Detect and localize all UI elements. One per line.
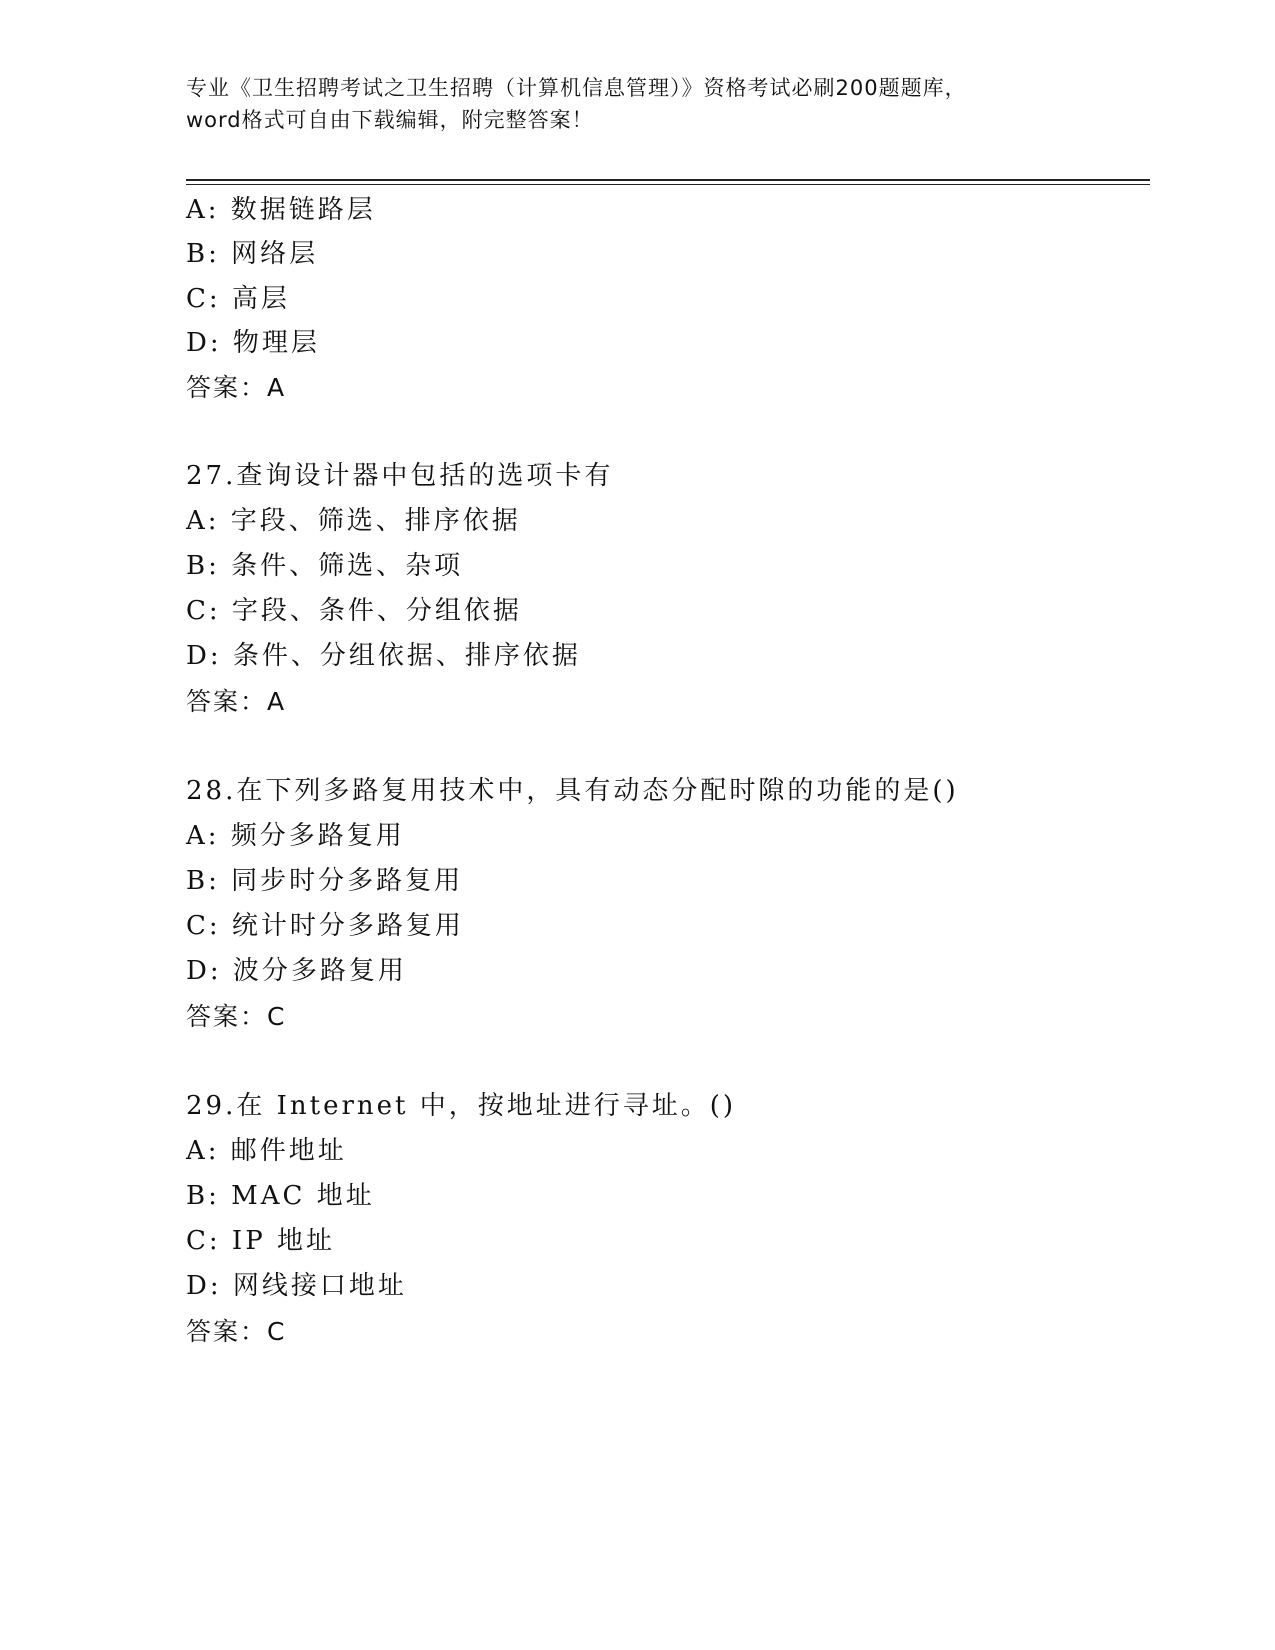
q29-answer: 答案：C [186, 1317, 287, 1346]
q29-option-c: C: IP 地址 [186, 1226, 335, 1256]
q28-option-a: A: 频分多路复用 [186, 821, 405, 851]
q28-option-d: D: 波分多路复用 [186, 956, 407, 986]
q27-question: 27.查询设计器中包括的选项卡有 [186, 461, 614, 491]
q27-option-b: B: 条件、筛选、杂项 [186, 551, 464, 581]
header-line-2: word格式可自由下载编辑，附完整答案！ [186, 108, 594, 132]
q29-question: 29.在 Internet 中，按地址进行寻址。() [186, 1091, 737, 1121]
q29-option-d: D: 网线接口地址 [186, 1271, 407, 1301]
q28-option-b: B: 同步时分多路复用 [186, 866, 464, 896]
q29-option-a: A: 邮件地址 [186, 1136, 347, 1166]
q27-answer: 答案：A [186, 687, 287, 716]
q27-option-c: C: 字段、条件、分组依据 [186, 596, 522, 626]
q26-option-a: A: 数据链路层 [186, 195, 376, 225]
q28-answer: 答案：C [186, 1002, 287, 1031]
q26-answer: 答案：A [186, 373, 287, 402]
q28-option-c: C: 统计时分多路复用 [186, 911, 464, 941]
q26-option-b: B: 网络层 [186, 239, 319, 269]
q29-option-b: B: MAC 地址 [186, 1181, 375, 1211]
header-line-1: 专业《卫生招聘考试之卫生招聘（计算机信息管理）》资格考试必刷200题题库， [186, 76, 967, 100]
q26-option-c: C: 高层 [186, 284, 290, 314]
q27-option-a: A: 字段、筛选、排序依据 [186, 506, 521, 536]
header-rule-thin [186, 184, 1150, 185]
document-header [186, 72, 1086, 136]
q26-option-d: D: 物理层 [186, 328, 320, 358]
q28-question: 28.在下列多路复用技术中，具有动态分配时隙的功能的是() [186, 776, 959, 806]
q27-option-d: D: 条件、分组依据、排序依据 [186, 641, 581, 671]
header-rule-thick [186, 179, 1150, 181]
